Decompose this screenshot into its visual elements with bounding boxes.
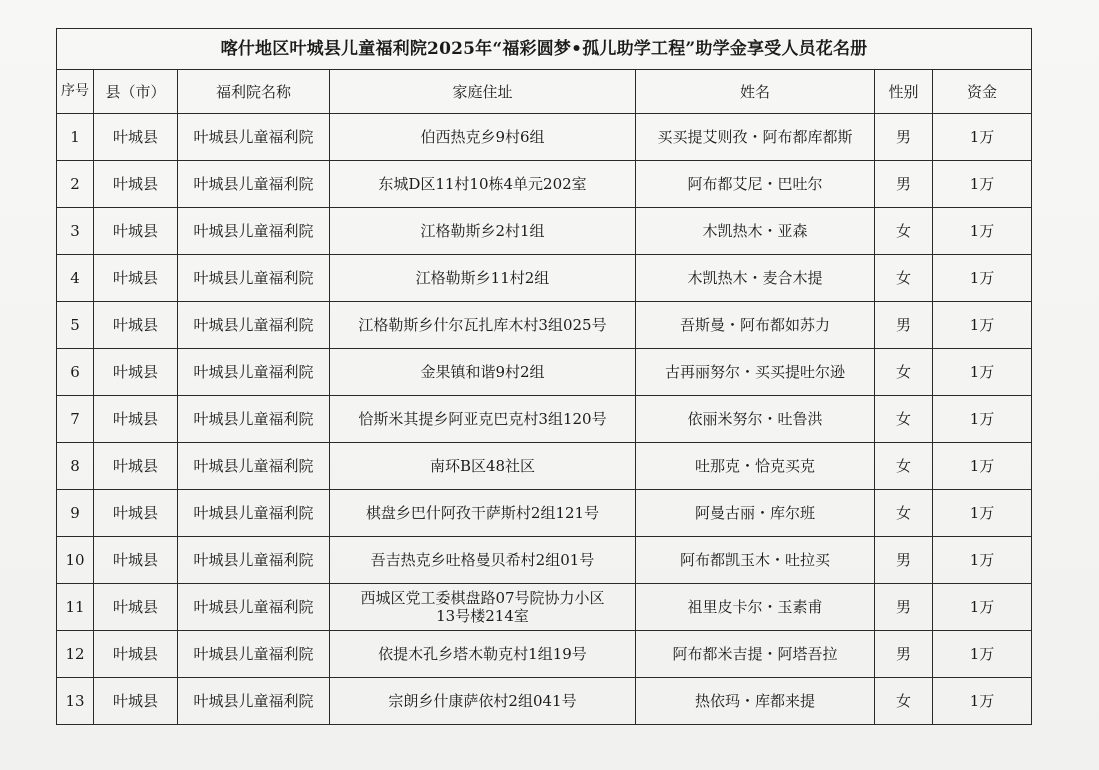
cell-county: 叶城县 <box>94 161 178 208</box>
cell-county: 叶城县 <box>94 349 178 396</box>
cell-name: 木凯热木・麦合木提 <box>636 255 875 302</box>
cell-seq: 11 <box>57 584 94 631</box>
cell-name: 阿曼古丽・库尔班 <box>636 490 875 537</box>
cell-name: 吾斯曼・阿布都如苏力 <box>636 302 875 349</box>
cell-address: 江格勒斯乡什尔瓦扎库木村3组025号 <box>330 302 636 349</box>
cell-county: 叶城县 <box>94 537 178 584</box>
cell-county: 叶城县 <box>94 114 178 161</box>
cell-county: 叶城县 <box>94 443 178 490</box>
header-row <box>57 70 1032 114</box>
cell-name: 吐那克・恰克买克 <box>636 443 875 490</box>
cell-address: 棋盘乡巴什阿孜干萨斯村2组121号 <box>330 490 636 537</box>
cell-funding: 1万 <box>933 537 1032 584</box>
cell-address: 江格勒斯乡2村1组 <box>330 208 636 255</box>
cell-institution: 叶城县儿童福利院 <box>178 678 330 725</box>
header-funding: 资金 <box>933 70 1032 114</box>
cell-seq: 2 <box>57 161 94 208</box>
cell-county: 叶城县 <box>94 396 178 443</box>
cell-institution: 叶城县儿童福利院 <box>178 302 330 349</box>
cell-address: 江格勒斯乡11村2组 <box>330 255 636 302</box>
cell-address: 恰斯米其提乡阿亚克巴克村3组120号 <box>330 396 636 443</box>
table-row <box>57 255 1032 302</box>
cell-institution: 叶城县儿童福利院 <box>178 114 330 161</box>
cell-name: 热依玛・库都来提 <box>636 678 875 725</box>
table-row <box>57 302 1032 349</box>
cell-funding: 1万 <box>933 443 1032 490</box>
cell-funding: 1万 <box>933 302 1032 349</box>
cell-institution: 叶城县儿童福利院 <box>178 349 330 396</box>
cell-name: 买买提艾则孜・阿布都库都斯 <box>636 114 875 161</box>
header-county: 县（市） <box>94 70 178 114</box>
cell-gender: 女 <box>875 678 933 725</box>
address-line: 西城区党工委棋盘路07号院协力小区 <box>360 589 605 607</box>
cell-address: 南环B区48社区 <box>330 443 636 490</box>
cell-institution: 叶城县儿童福利院 <box>178 396 330 443</box>
cell-seq: 7 <box>57 396 94 443</box>
cell-seq: 9 <box>57 490 94 537</box>
cell-funding: 1万 <box>933 208 1032 255</box>
cell-seq: 5 <box>57 302 94 349</box>
table-row <box>57 396 1032 443</box>
table-row <box>57 443 1032 490</box>
title-row <box>57 29 1032 70</box>
cell-institution: 叶城县儿童福利院 <box>178 490 330 537</box>
cell-seq: 6 <box>57 349 94 396</box>
cell-seq: 12 <box>57 631 94 678</box>
cell-funding: 1万 <box>933 584 1032 631</box>
cell-institution: 叶城县儿童福利院 <box>178 208 330 255</box>
cell-address: 东城D区11村10栋4单元202室 <box>330 161 636 208</box>
header-name: 姓名 <box>636 70 875 114</box>
cell-institution: 叶城县儿童福利院 <box>178 584 330 631</box>
cell-county: 叶城县 <box>94 584 178 631</box>
cell-county: 叶城县 <box>94 302 178 349</box>
cell-gender: 女 <box>875 443 933 490</box>
cell-institution: 叶城县儿童福利院 <box>178 255 330 302</box>
table-row <box>57 584 1032 631</box>
cell-funding: 1万 <box>933 255 1032 302</box>
cell-gender: 男 <box>875 302 933 349</box>
cell-seq: 8 <box>57 443 94 490</box>
cell-name: 阿布都米吉提・阿塔吾拉 <box>636 631 875 678</box>
table-row <box>57 161 1032 208</box>
cell-address: 依提木孔乡塔木勒克村1组19号 <box>330 631 636 678</box>
cell-county: 叶城县 <box>94 678 178 725</box>
cell-funding: 1万 <box>933 631 1032 678</box>
cell-institution: 叶城县儿童福利院 <box>178 161 330 208</box>
table-row <box>57 537 1032 584</box>
roster-table <box>56 28 1032 725</box>
header-seq: 序号 <box>57 70 94 114</box>
cell-funding: 1万 <box>933 396 1032 443</box>
cell-address: 宗朗乡什康萨依村2组041号 <box>330 678 636 725</box>
cell-name: 木凯热木・亚森 <box>636 208 875 255</box>
table-row <box>57 208 1032 255</box>
cell-gender: 女 <box>875 396 933 443</box>
cell-gender: 男 <box>875 584 933 631</box>
cell-funding: 1万 <box>933 490 1032 537</box>
cell-seq: 1 <box>57 114 94 161</box>
cell-county: 叶城县 <box>94 631 178 678</box>
header-gender: 性别 <box>875 70 933 114</box>
cell-name: 依丽米努尔・吐鲁洪 <box>636 396 875 443</box>
cell-seq: 3 <box>57 208 94 255</box>
cell-seq: 4 <box>57 255 94 302</box>
table-row <box>57 114 1032 161</box>
cell-funding: 1万 <box>933 161 1032 208</box>
cell-name: 古再丽努尔・买买提吐尔逊 <box>636 349 875 396</box>
cell-funding: 1万 <box>933 114 1032 161</box>
cell-county: 叶城县 <box>94 490 178 537</box>
cell-gender: 女 <box>875 349 933 396</box>
cell-seq: 13 <box>57 678 94 725</box>
cell-address: 吾吉热克乡吐格曼贝希村2组01号 <box>330 537 636 584</box>
cell-funding: 1万 <box>933 678 1032 725</box>
cell-funding: 1万 <box>933 349 1032 396</box>
table-row <box>57 678 1032 725</box>
cell-institution: 叶城县儿童福利院 <box>178 631 330 678</box>
header-address: 家庭住址 <box>330 70 636 114</box>
cell-name: 阿布都艾尼・巴吐尔 <box>636 161 875 208</box>
cell-gender: 男 <box>875 537 933 584</box>
cell-institution: 叶城县儿童福利院 <box>178 537 330 584</box>
cell-gender: 男 <box>875 114 933 161</box>
cell-gender: 男 <box>875 161 933 208</box>
cell-address <box>330 584 636 631</box>
cell-gender: 女 <box>875 255 933 302</box>
header-institution: 福利院名称 <box>178 70 330 114</box>
address-line: 13号楼214室 <box>436 607 529 625</box>
cell-name: 祖里皮卡尔・玉素甫 <box>636 584 875 631</box>
cell-seq: 10 <box>57 537 94 584</box>
cell-institution: 叶城县儿童福利院 <box>178 443 330 490</box>
cell-gender: 女 <box>875 208 933 255</box>
cell-gender: 男 <box>875 631 933 678</box>
cell-address: 金果镇和谐9村2组 <box>330 349 636 396</box>
cell-name: 阿布都凯玉木・吐拉买 <box>636 537 875 584</box>
cell-county: 叶城县 <box>94 255 178 302</box>
table-row <box>57 631 1032 678</box>
cell-address: 伯西热克乡9村6组 <box>330 114 636 161</box>
document-title: 喀什地区叶城县儿童福利院2025年“福彩圆梦•孤儿助学工程”助学金享受人员花名册 <box>57 29 1032 70</box>
cell-county: 叶城县 <box>94 208 178 255</box>
cell-gender: 女 <box>875 490 933 537</box>
table-row <box>57 349 1032 396</box>
table-row <box>57 490 1032 537</box>
